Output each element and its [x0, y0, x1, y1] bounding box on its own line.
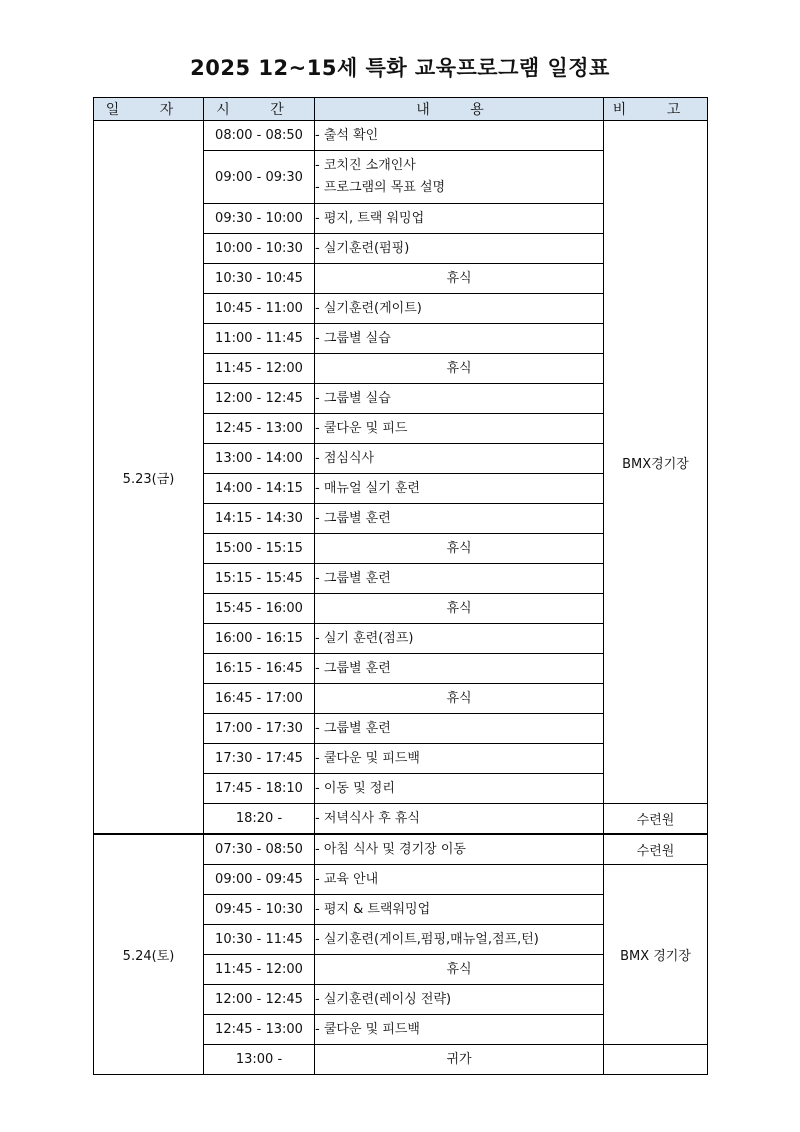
time-cell: 14:15 - 14:30: [204, 504, 315, 534]
date-cell: 5.24(토): [94, 834, 204, 1075]
content-line: 휴식: [446, 540, 472, 556]
content-line: - 실기훈련(게이트,펌핑,매뉴얼,점프,턴): [315, 931, 539, 947]
content-line: - 그룹별 훈련: [315, 570, 391, 586]
content-cell: [315, 204, 604, 234]
time-cell: 09:45 - 10:30: [204, 895, 315, 925]
content-cell: [315, 744, 604, 774]
content-cell: [315, 774, 604, 804]
time-cell: 10:30 - 10:45: [204, 264, 315, 294]
content-cell: [315, 384, 604, 414]
content-line: 휴식: [446, 360, 472, 376]
header-date: 일 자: [94, 98, 204, 121]
content-line: - 점심식사: [315, 450, 375, 466]
header-note: 비 고: [604, 98, 708, 121]
time-cell: 14:00 - 14:15: [204, 474, 315, 504]
date-cell: 5.23(금): [94, 121, 204, 835]
content-cell: [315, 534, 604, 564]
content-cell: [315, 624, 604, 654]
content-line: - 코치진 소개인사: [315, 158, 416, 173]
content-cell: [315, 654, 604, 684]
content-cell: [315, 324, 604, 354]
time-cell: 10:30 - 11:45: [204, 925, 315, 955]
time-cell: 12:45 - 13:00: [204, 414, 315, 444]
schedule-body: [94, 121, 708, 1075]
header-time: 시 간: [204, 98, 315, 121]
content-line: 귀가: [446, 1051, 472, 1067]
time-cell: 15:15 - 15:45: [204, 564, 315, 594]
note-cell: 수련원: [604, 804, 708, 835]
content-line: - 교육 안내: [315, 871, 379, 887]
content-line: - 그룹별 실습: [315, 390, 391, 406]
time-cell: 09:00 - 09:30: [204, 151, 315, 204]
content-cell: [315, 414, 604, 444]
time-cell: 16:00 - 16:15: [204, 624, 315, 654]
time-cell: 09:00 - 09:45: [204, 865, 315, 895]
content-line: - 프로그램의 목표 설명: [315, 180, 446, 195]
content-line: - 쿨다운 및 피드백: [315, 750, 420, 766]
time-cell: 15:00 - 15:15: [204, 534, 315, 564]
content-line: 휴식: [446, 961, 472, 977]
content-line: - 이동 및 정리: [315, 780, 395, 796]
time-cell: 09:30 - 10:00: [204, 204, 315, 234]
content-cell: [315, 354, 604, 384]
content-cell: [315, 895, 604, 925]
table-row: [94, 121, 708, 151]
time-cell: 12:00 - 12:45: [204, 985, 315, 1015]
time-cell: 11:45 - 12:00: [204, 955, 315, 985]
time-cell: 16:45 - 17:00: [204, 684, 315, 714]
content-line: - 그룹별 훈련: [315, 660, 391, 676]
content-cell: [315, 594, 604, 624]
time-cell: 10:00 - 10:30: [204, 234, 315, 264]
content-cell: [315, 504, 604, 534]
note-cell: [604, 1045, 708, 1075]
content-cell: [315, 234, 604, 264]
note-cell: 수련원: [604, 834, 708, 865]
note-cell: BMX경기장: [604, 121, 708, 804]
content-cell: [315, 985, 604, 1015]
content-line: - 그룹별 실습: [315, 330, 391, 346]
header-row: [94, 98, 708, 121]
content-line: - 실기훈련(레이싱 전략): [315, 991, 452, 1007]
content-line: - 저녁식사 후 휴식: [315, 810, 420, 826]
time-cell: 16:15 - 16:45: [204, 654, 315, 684]
time-cell: 13:00 - 14:00: [204, 444, 315, 474]
time-cell: 11:45 - 12:00: [204, 354, 315, 384]
time-cell: 11:00 - 11:45: [204, 324, 315, 354]
table-row: [94, 834, 708, 865]
content-cell: [315, 1015, 604, 1045]
content-line: - 그룹별 훈련: [315, 510, 391, 526]
time-cell: 17:00 - 17:30: [204, 714, 315, 744]
schedule-table: [93, 97, 708, 1075]
time-cell: 07:30 - 08:50: [204, 834, 315, 865]
content-line: - 평지 & 트랙워밍업: [315, 901, 431, 917]
content-cell: [315, 925, 604, 955]
content-line: - 그룹별 훈련: [315, 720, 391, 736]
content-line: 휴식: [446, 600, 472, 616]
content-cell: [315, 714, 604, 744]
note-cell: BMX 경기장: [604, 865, 708, 1045]
content-line: - 실기 훈련(점프): [315, 630, 414, 646]
content-line: - 아침 식사 및 경기장 이동: [315, 841, 466, 857]
page-title: 2025 12~15세 특화 교육프로그램 일정표: [190, 56, 610, 80]
content-line: - 출석 확인: [315, 127, 379, 143]
time-cell: 12:45 - 13:00: [204, 1015, 315, 1045]
header-content: 내 용: [315, 98, 604, 121]
content-cell: [315, 151, 604, 204]
content-cell: [315, 834, 604, 865]
content-cell: [315, 474, 604, 504]
content-line: 휴식: [446, 270, 472, 286]
time-cell: 13:00 -: [204, 1045, 315, 1075]
content-cell: [315, 444, 604, 474]
content-cell: [315, 804, 604, 835]
time-cell: 18:20 -: [204, 804, 315, 835]
content-cell: [315, 1045, 604, 1075]
time-cell: 17:45 - 18:10: [204, 774, 315, 804]
time-cell: 17:30 - 17:45: [204, 744, 315, 774]
time-cell: 10:45 - 11:00: [204, 294, 315, 324]
content-line: - 실기훈련(펌핑): [315, 240, 410, 256]
content-cell: [315, 294, 604, 324]
content-line: - 쿨다운 및 피드백: [315, 1021, 420, 1037]
content-line: - 평지, 트랙 워밍업: [315, 210, 425, 226]
time-cell: 15:45 - 16:00: [204, 594, 315, 624]
content-line: - 매뉴얼 실기 훈련: [315, 480, 420, 496]
content-cell: [315, 955, 604, 985]
content-cell: [315, 564, 604, 594]
content-cell: [315, 264, 604, 294]
content-cell: [315, 865, 604, 895]
time-cell: 12:00 - 12:45: [204, 384, 315, 414]
content-line: - 쿨다운 및 피드: [315, 420, 408, 436]
content-cell: [315, 684, 604, 714]
content-line: - 실기훈련(게이트): [315, 300, 422, 316]
time-cell: 08:00 - 08:50: [204, 121, 315, 151]
content-line: 휴식: [446, 690, 472, 706]
content-cell: [315, 121, 604, 151]
